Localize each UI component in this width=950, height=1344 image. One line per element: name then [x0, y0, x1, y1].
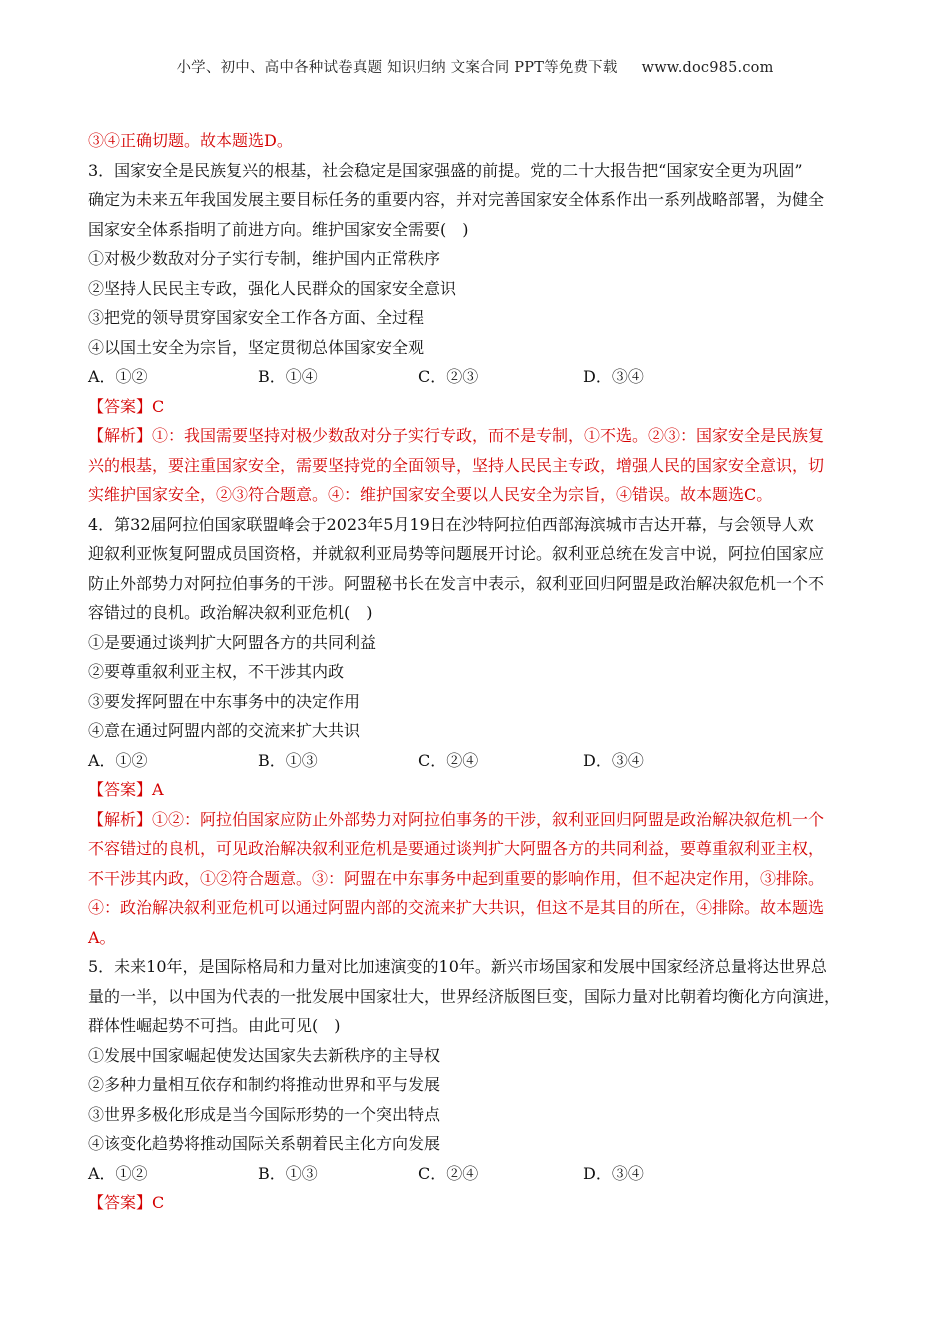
- analysis-tag: 【解析】: [88, 426, 153, 445]
- stem-line: 迎叙利亚恢复阿盟成员国资格，并就叙利亚局势等问题展开讨论。叙利亚总统在发言中说，阿拉伯国家应: [88, 544, 825, 563]
- analysis-line: ④：政治解决叙利亚危机可以通过阿盟内部的交流来扩大共识，但这不是其目的所在，④排除。故本题选: [88, 898, 825, 917]
- choice-item: ①发展中国家崛起使发达国家失去新秩序的主导权: [88, 1045, 441, 1065]
- analysis-line: 实维护国家安全，②③符合题意。④：维护国家安全要以人民安全为宗旨，④错误。故本题选C。: [88, 485, 773, 504]
- analysis-tag: 【解析】: [88, 809, 153, 829]
- choice-item: ④意在通过阿盟内部的交流来扩大共识: [88, 721, 361, 740]
- stem-line: 防止外部势力对阿拉伯事务的干涉。阿盟秘书长在发言中表示，叙利亚回归阿盟是政治解决叙危机一个不: [88, 573, 825, 593]
- stem-line: 国家安全体系指明了前进方向。维护国家安全需要( ): [88, 219, 469, 239]
- stem-line: 4．第32届阿拉伯国家联盟峰会于2023年5月19日在沙特阿拉伯西部海滨城市吉达开幕，与会领导人欢: [88, 514, 814, 534]
- option-d: D．③④: [583, 1163, 644, 1183]
- option-b: B．①④: [258, 367, 318, 386]
- stem-line: 3．国家安全是民族复兴的根基，社会稳定是国家强盛的前提。党的二十大报告把“国家安全更为巩固”: [88, 160, 803, 180]
- analysis-line: 兴的根基，要注重国家安全，需要坚持党的全面领导，坚持人民民主专政，增强人民的国家安全意识，切: [88, 455, 825, 475]
- option-d: D．③④: [583, 750, 644, 770]
- analysis-text: ①②：阿拉伯国家应防止外部势力对阿拉伯事务的干涉，叙利亚回归阿盟是政治解决叙危机一个: [152, 809, 825, 829]
- option-a: A．①②: [88, 1163, 148, 1183]
- analysis-text: ①：我国需要坚持对极少数敌对分子实行专政，而不是专制，①不选。②③：国家安全是民族复: [152, 426, 825, 445]
- choice-item: ③把党的领导贯穿国家安全工作各方面、全过程: [88, 308, 425, 327]
- header-text: 小学、初中、高中各种试卷真题 知识归纳 文案合同 PPT等免费下载: [176, 60, 618, 76]
- stem-line: 容错过的良机。政治解决叙利亚危机( ): [88, 603, 373, 622]
- option-c: C．②④: [418, 1163, 479, 1183]
- choice-item: ④该变化趋势将推动国际关系朝着民主化方向发展: [88, 1134, 441, 1153]
- page-header: [0, 56, 950, 77]
- choice-item: ③要发挥阿盟在中东事务中的决定作用: [88, 691, 361, 711]
- answer-tag: 【答案】: [88, 780, 153, 799]
- choice-item: ②要尊重叙利亚主权，不干涉其内政: [88, 662, 345, 681]
- answer-value: A: [152, 780, 164, 799]
- stem-line: 群体性崛起势不可挡。由此可见( ): [88, 1016, 341, 1035]
- choice-item: ②多种力量相互依存和制约将推动世界和平与发展: [88, 1075, 441, 1094]
- options-row: [88, 746, 870, 776]
- option-a: A．①②: [88, 750, 148, 770]
- options-row: [88, 1159, 870, 1189]
- option-b: B．①③: [258, 750, 318, 770]
- choice-item: ③世界多极化形成是当今国际形势的一个突出特点: [88, 1104, 441, 1124]
- stem-line: 量的一半，以中国为代表的一批发展中国家壮大，世界经济版图巨变，国际力量对比朝着均衡化方向演进，: [88, 986, 841, 1006]
- choice-item: ④以国土安全为宗旨，坚定贯彻总体国家安全观: [88, 337, 425, 357]
- option-b: B．①③: [258, 1163, 318, 1183]
- option-a: A．①②: [88, 367, 148, 386]
- analysis-line: A。: [88, 927, 116, 947]
- stem-line: 确定为未来五年我国发展主要目标任务的重要内容，并对完善国家安全体系作出一系列战略部署，为健全: [88, 190, 825, 209]
- answer-line: [88, 775, 870, 805]
- stem-line: 5．未来10年，是国际格局和力量对比加速演变的10年。新兴市场国家和发展中国家经济总量将达世界总: [88, 957, 827, 976]
- answer-value: C: [152, 1193, 165, 1212]
- question-5: [88, 952, 870, 1218]
- answer-tag: 【答案】: [88, 396, 153, 416]
- analysis-line: [88, 421, 870, 451]
- question-4: [88, 510, 870, 953]
- choice-item: ①是要通过谈判扩大阿盟各方的共同利益: [88, 632, 377, 652]
- options-row: [88, 362, 870, 392]
- document-body: [88, 126, 870, 1218]
- answer-tag: 【答案】: [88, 1193, 153, 1212]
- choice-item: ①对极少数敌对分子实行专制，维护国内正常秩序: [88, 249, 441, 268]
- question-3: [88, 156, 870, 510]
- analysis-line: 不干涉其内政，①②符合题意。③：阿盟在中东事务中起到重要的影响作用，但不起决定作用，③排除。: [88, 868, 825, 888]
- option-d: D．③④: [583, 367, 644, 386]
- answer-line: [88, 392, 870, 422]
- prev-analysis-tail: ③④正确切题。故本题选D。: [88, 131, 293, 150]
- option-c: C．②④: [418, 750, 479, 770]
- analysis-line: 不容错过的良机，可见政治解决叙利亚危机是要通过谈判扩大阿盟各方的共同利益，要尊重叙利亚主权，: [88, 839, 825, 858]
- option-c: C．②③: [418, 367, 479, 386]
- analysis-line: [88, 805, 870, 835]
- answer-value: C: [152, 396, 165, 416]
- header-site: www.doc985.com: [641, 60, 774, 76]
- answer-line: [88, 1188, 870, 1218]
- choice-item: ②坚持人民民主专政，强化人民群众的国家安全意识: [88, 278, 457, 298]
